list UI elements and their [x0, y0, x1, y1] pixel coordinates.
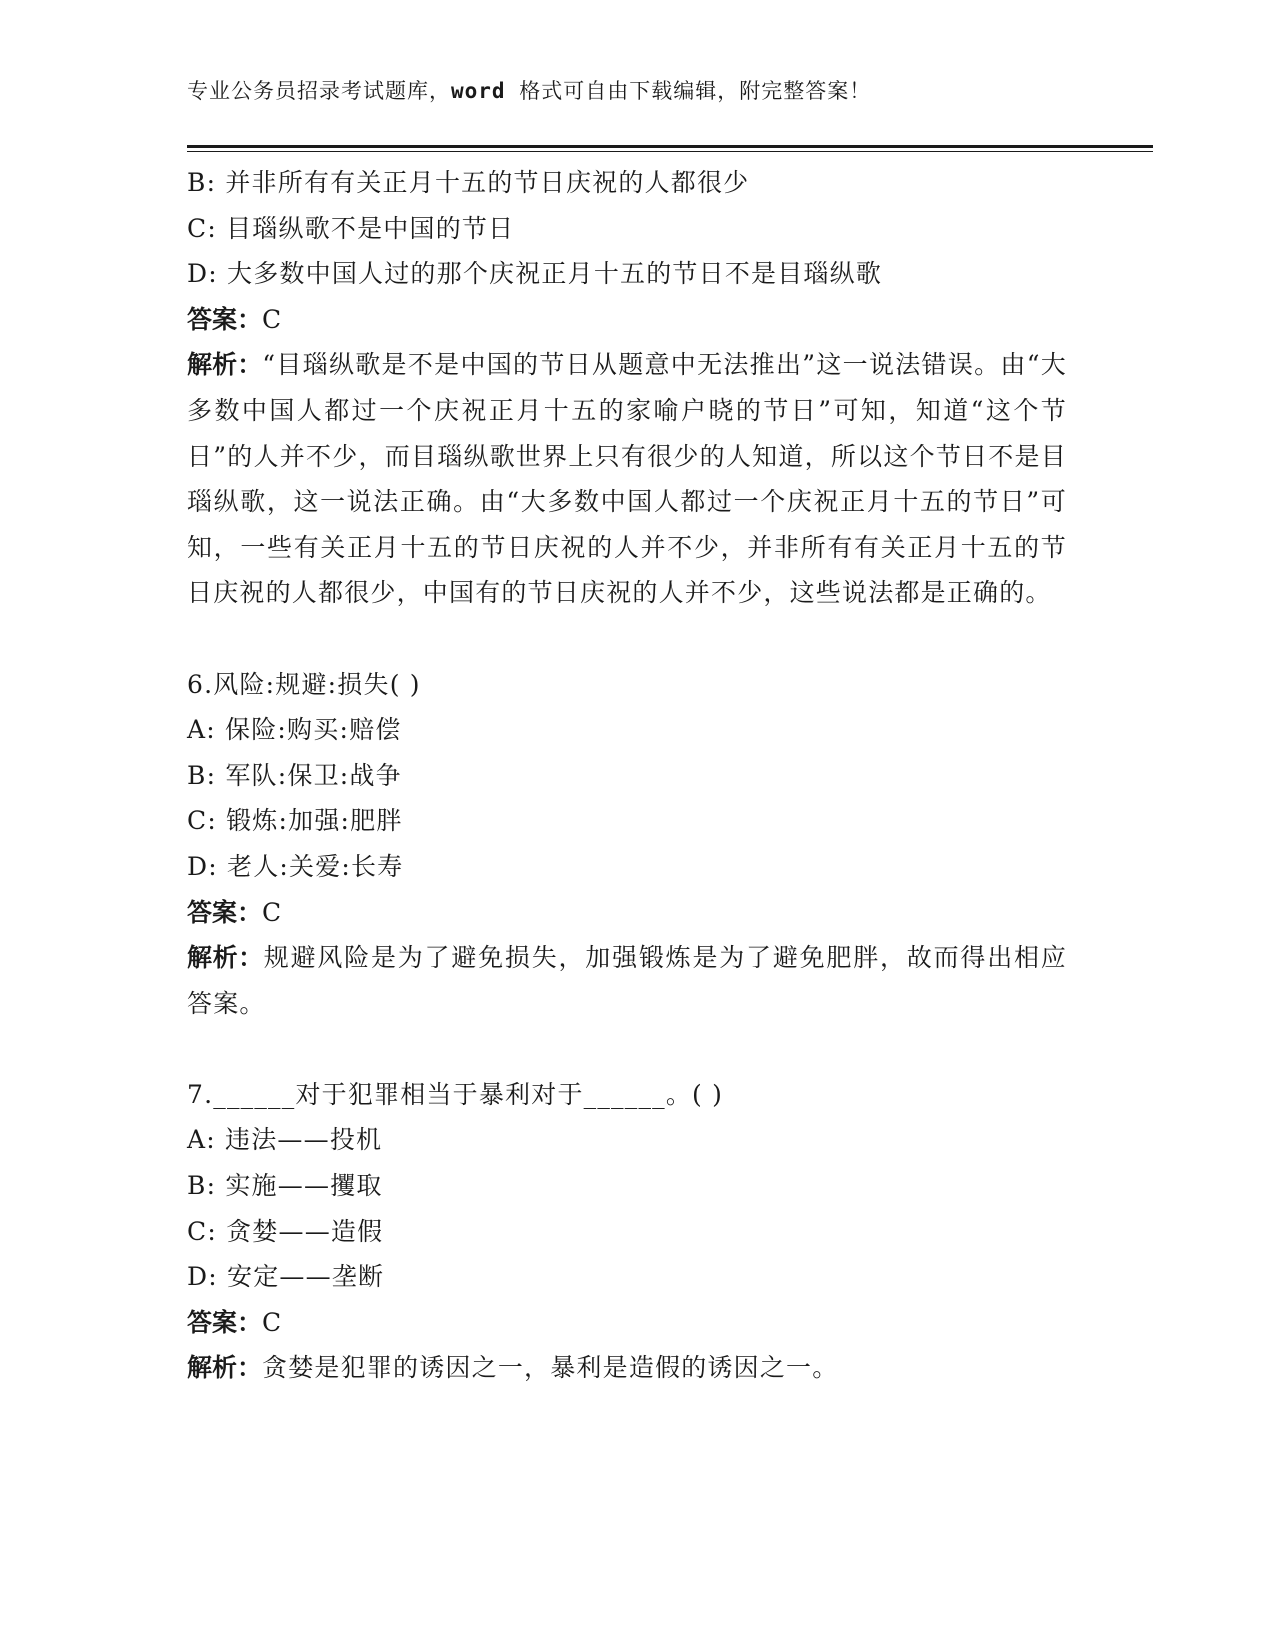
analysis-text: “目瑙纵歌是不是中国的节日从题意中无法推出”这一说法错误。由“大多数中国人都过一个庆祝正月十五的家喻户晓的节日”可知，知道“这个节日”的人并不少，而目瑙纵歌世界上只有很少的人知道，所以这个节日不是目瑙纵歌，这一说法正确。由“大多数中国人都过一个庆祝正月十五的节日”可知，一些有关正月十五的节日庆祝的人并不少，并非所有有关正月十五的节日庆祝的人都很少，中国有的节日庆祝的人并不少，这些说法都是正确的。 [187, 350, 1067, 608]
page-header [187, 76, 871, 106]
answer-label: 答案： [187, 304, 263, 334]
option-d: D: 老人:关爱:长寿 [187, 851, 404, 881]
option-a: A: 违法——投机 [187, 1125, 383, 1155]
option-c: C: 贪婪——造假 [187, 1216, 384, 1246]
option-b: B: 军队:保卫:战争 [187, 760, 402, 790]
document-body [187, 160, 1067, 1391]
header-suffix: 格式可自由下载编辑，附完整答案！ [505, 79, 872, 103]
option-c: C: 目瑙纵歌不是中国的节日 [187, 213, 515, 243]
question-7 [187, 1072, 1067, 1391]
question-stem: 6.风险:规避:损失( ) [187, 669, 421, 699]
header-prefix: 专业公务员招录考试题库， [187, 79, 451, 103]
question-5 [187, 160, 1067, 616]
answer-value: C [262, 304, 283, 334]
analysis-text: 贪婪是犯罪的诱因之一，暴利是造假的诱因之一。 [262, 1353, 839, 1383]
answer-line [187, 297, 1067, 343]
answer-value: C [262, 1307, 283, 1337]
header-rule-thick [187, 145, 1153, 148]
answer-label: 答案： [187, 1307, 263, 1337]
question-stem: 7.______对于犯罪相当于暴利对于______。( ) [187, 1079, 724, 1109]
header-rule-thin [187, 151, 1153, 152]
option-b: B: 实施——攫取 [187, 1171, 383, 1201]
analysis-paragraph [187, 1345, 1067, 1391]
answer-line [187, 1300, 1067, 1346]
spacer [187, 1026, 1067, 1072]
analysis-label: 解析： [187, 350, 263, 380]
option-b: B: 并非所有有关正月十五的节日庆祝的人都很少 [187, 168, 750, 197]
analysis-paragraph [187, 935, 1067, 1026]
analysis-label: 解析： [187, 943, 264, 973]
spacer [187, 616, 1067, 662]
answer-value: C [262, 897, 283, 927]
option-a: A: 保险:购买:赔偿 [187, 715, 402, 745]
analysis-label: 解析： [187, 1353, 263, 1383]
analysis-text: 规避风险是为了避免损失，加强锻炼是为了避免肥胖，故而得出相应答案。 [187, 943, 1067, 1018]
answer-label: 答案： [187, 897, 263, 927]
answer-line [187, 890, 1067, 936]
option-d: D: 大多数中国人过的那个庆祝正月十五的节日不是目瑙纵歌 [187, 259, 883, 289]
analysis-paragraph [187, 342, 1067, 616]
option-d: D: 安定——垄断 [187, 1262, 385, 1292]
option-c: C: 锻炼:加强:肥胖 [187, 806, 403, 836]
header-word: word [451, 79, 506, 103]
question-6 [187, 662, 1067, 1027]
